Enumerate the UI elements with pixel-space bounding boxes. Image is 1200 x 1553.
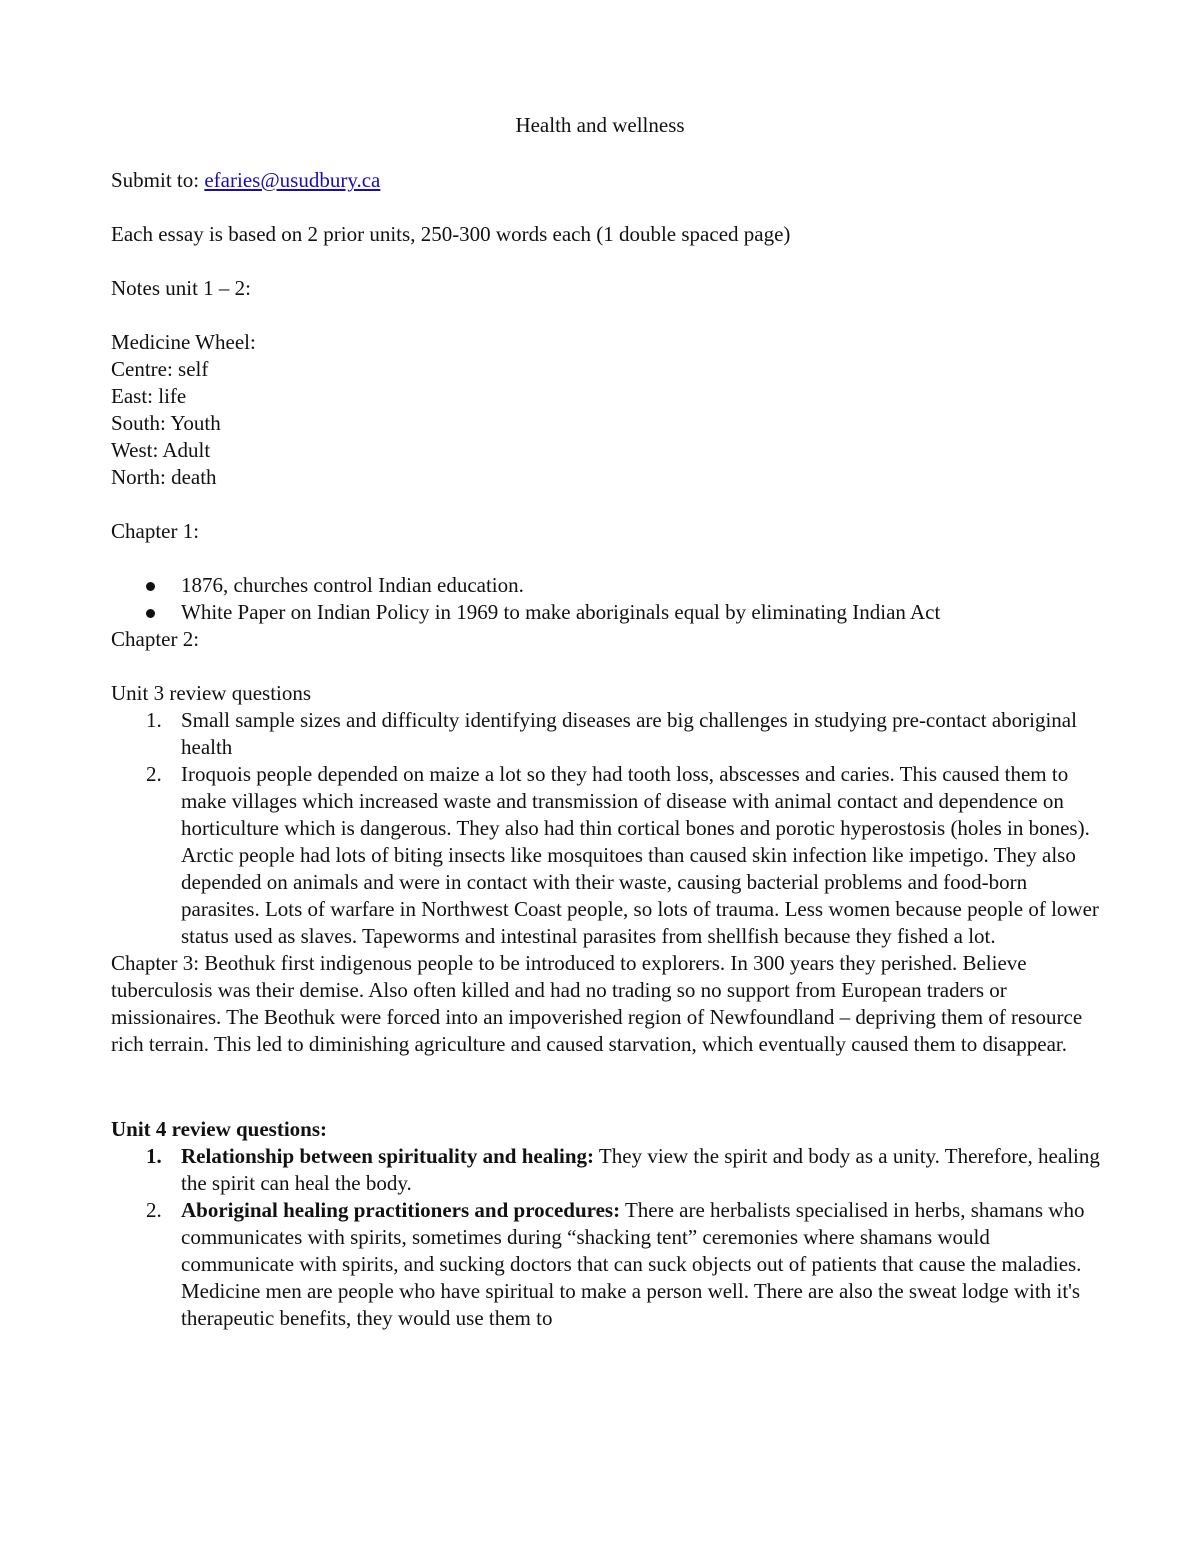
chapter1-heading: Chapter 1: <box>111 519 200 543</box>
medicine-wheel-line: Centre: self <box>111 357 209 381</box>
medicine-wheel-line: South: Youth <box>111 411 221 435</box>
chapter3-paragraph: Chapter 3: Beothuk first indigenous people to be introduced to explorers. In 300 years they perished. Believe tuberculosis was their demise. Also often killed and had no trading so no support from European traders or missionaires. The Beothuk were forced into an impoverished region of Newfoundland – depriving them of resource rich terrain. This led to diminishing agriculture and caused starvation, which eventually caused them to disappear. <box>111 951 1083 1056</box>
list-item-text: White Paper on Indian Policy in 1969 to make aboriginals equal by eliminating Indian Act <box>181 600 941 624</box>
document-title: Health and wellness <box>515 113 685 137</box>
bullet-icon <box>146 582 155 591</box>
unit4-heading-text: Unit 4 review questions: <box>111 1117 328 1141</box>
list-item <box>111 707 1101 761</box>
list-item-bold: Aboriginal healing practitioners and procedures: <box>181 1198 621 1222</box>
chapter2-heading: Chapter 2: <box>111 627 200 651</box>
list-item-text: Small sample sizes and difficulty identifying diseases are big challenges in studying pre-contact aboriginal health <box>181 708 1077 759</box>
medicine-wheel-line: West: Adult <box>111 438 211 462</box>
unit3-heading: Unit 3 review questions <box>111 681 312 705</box>
unit4-list <box>111 1143 1101 1332</box>
submit-line <box>111 167 1101 194</box>
medicine-wheel-heading: Medicine Wheel: <box>111 330 256 354</box>
list-item <box>111 761 1101 950</box>
list-number: 1. <box>146 708 162 732</box>
medicine-wheel-line: East: life <box>111 384 187 408</box>
list-number: 2. <box>146 1198 162 1222</box>
list-item <box>111 572 1101 599</box>
list-item <box>111 1197 1101 1332</box>
list-number: 2. <box>146 762 162 786</box>
list-item-text: 1876, churches control Indian education. <box>181 573 524 597</box>
list-item <box>111 1143 1101 1197</box>
submit-label: Submit to: <box>111 168 205 192</box>
unit4-heading <box>111 1116 1101 1143</box>
list-number: 1. <box>146 1144 162 1168</box>
notes-heading: Notes unit 1 – 2: <box>111 276 251 300</box>
list-item-text: Iroquois people depended on maize a lot so they had tooth loss, abscesses and caries. This caused them to make villages which increased waste and transmission of disease with animal contact and dependence on horticulture which is dangerous. They also had thin cortical bones and porotic hyperostosis (holes in bones). Arctic people had lots of biting insects like mosquitoes than caused skin infection like impetigo. They also depended on animals and were in contact with their waste, causing bacterial problems and food-born parasites. Lots of warfare in Northwest Coast people, so lots of trauma. Less women because people of lower status used as slaves. Tapeworms and intestinal parasites from shellfish because they fished a lot. <box>181 762 1099 948</box>
submit-email-link[interactable]: efaries@usudbury.ca <box>204 168 381 192</box>
medicine-wheel-section <box>111 329 1101 491</box>
document-page <box>111 112 1101 1332</box>
essay-note: Each essay is based on 2 prior units, 250-300 words each (1 double spaced page) <box>111 222 791 246</box>
bullet-icon <box>146 609 155 618</box>
list-item-bold: Relationship between spirituality and healing: <box>181 1144 595 1168</box>
medicine-wheel-line: North: death <box>111 465 217 489</box>
list-item <box>111 599 1101 626</box>
list-item-text: There are herbalists specialised in herbs, shamans who communicates with spirits, sometimes during “shacking tent” ceremonies where shamans would communicate with spirits, and sucking doctors that can suck objects out of patients that cause the maladies. Medicine men are people who have spiritual to make a person well. There are also the sweat lodge with it's therapeutic benefits, they would use them to <box>181 1198 1085 1330</box>
unit3-list <box>111 707 1101 950</box>
list-item-text: They view the spirit and body as a unity. Therefore, healing the spirit can heal the body. <box>181 1144 1100 1195</box>
chapter1-bullet-list <box>111 572 1101 626</box>
